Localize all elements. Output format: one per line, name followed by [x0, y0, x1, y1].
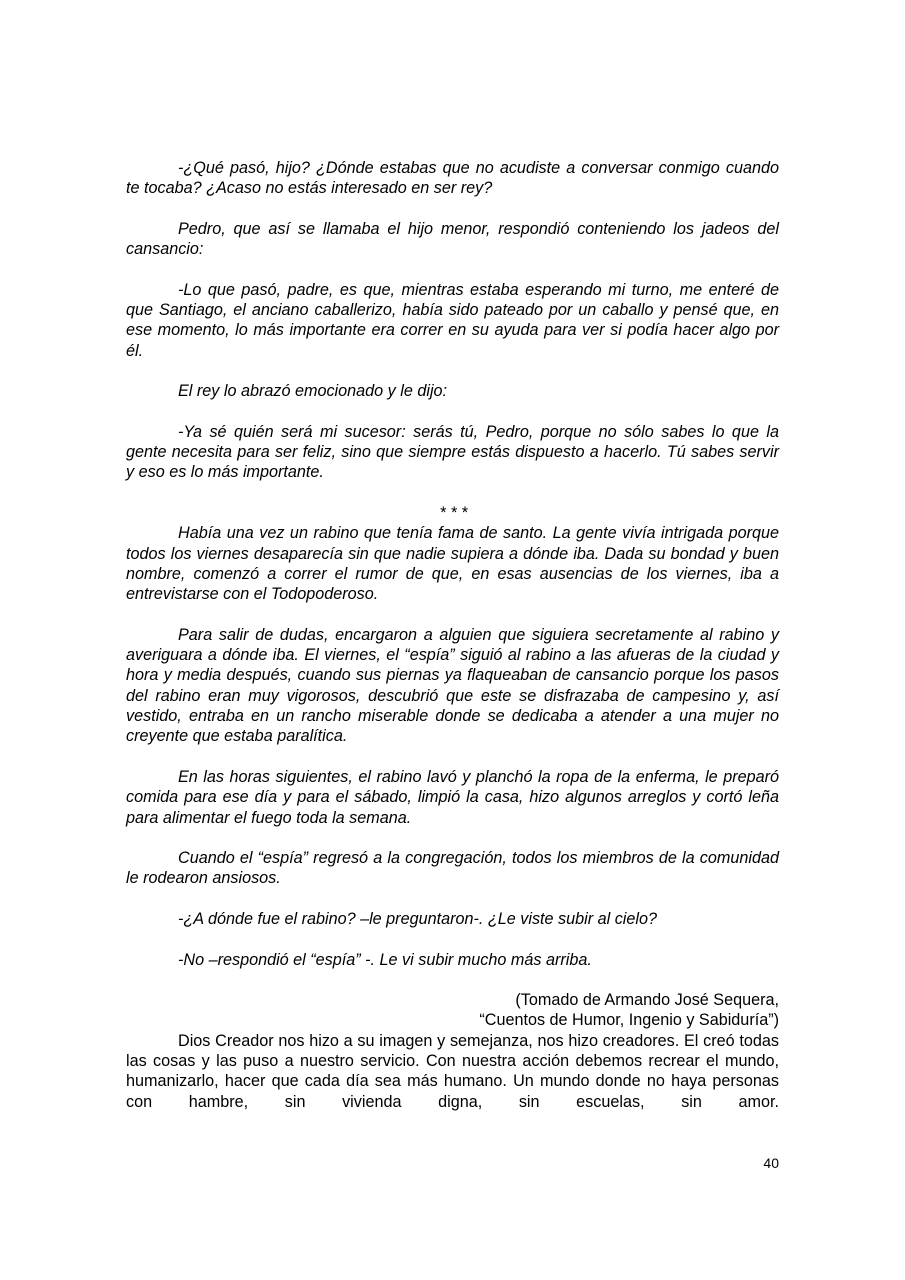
story-two-paragraph-4: Cuando el “espía” regresó a la congregación, todos los miembros de la comunidad le rodearon ansiosos.: [126, 849, 779, 888]
document-page: [126, 158, 779, 1112]
story-one-paragraph-2: Pedro, que así se llamaba el hijo menor, respondió conteniendo los jadeos del cansancio:: [126, 219, 779, 259]
story-one-paragraph-5: -Ya sé quién será mi sucesor: serás tú, Pedro, porque no sólo sabes lo que la gente necesita para ser feliz, sino que siempre estás dispuesto a hacerlo. Tú sabes servir y eso es lo más importante.: [126, 422, 779, 482]
page-number: 40: [763, 1155, 779, 1171]
citation-line-2: “Cuentos de Humor, Ingenio y Sabiduría”): [479, 1011, 779, 1030]
section-separator: * * *: [439, 504, 468, 523]
story-two-paragraph-2: Para salir de dudas, encargaron a alguien que siguiera secretamente al rabino y averiguara a dónde iba. El viernes, el “espía” siguió al rabino a las afueras de la ciudad y hora y media después, cuando sus piernas ya flaqueaban de cansancio porque los pasos del rabino eran muy vigorosos, descubrió que este se disfrazaba de campesino y, así vestido, entraba en un rancho miserable donde se dedicaba a atender a una mujer no creyente que estaba paralítica.: [126, 625, 779, 746]
story-two-paragraph-6: -No –respondió el “espía” -. Le vi subir mucho más arriba.: [178, 950, 592, 969]
citation-line-1: (Tomado de Armando José Sequera,: [515, 991, 779, 1010]
story-two-paragraph-5: -¿A dónde fue el rabino? –le preguntaron-. ¿Le viste subir al cielo?: [178, 909, 658, 928]
story-one-paragraph-1: -¿Qué pasó, hijo? ¿Dónde estabas que no acudiste a conversar conmigo cuando te tocaba? ¿Acaso no estás interesado en ser rey?: [126, 159, 779, 198]
story-two-paragraph-1: Había una vez un rabino que tenía fama de santo. La gente vivía intrigada porque todos los viernes desaparecía sin que nadie supiera a dónde iba. Dada su bondad y buen nombre, comenzó a correr el rumor de que, en esas ausencias de los viernes, iba a entrevistarse con el Todopoderoso.: [126, 524, 779, 604]
reflection-paragraph: Dios Creador nos hizo a su imagen y semejanza, nos hizo creadores. El creó todas las cosas y las puso a nuestro servicio. Con nuestra acción debemos recrear el mundo, humanizarlo, hacer que cada día sea más humano. Un mundo donde no haya personas con hambre, sin vivienda digna, sin escuelas, sin amor.: [126, 1031, 779, 1111]
story-one-paragraph-3: -Lo que pasó, padre, es que, mientras estaba esperando mi turno, me enteré de que Santiago, el anciano caballerizo, había sido pateado por un caballo y pensé que, en ese momento, lo más importante era correr en su ayuda para ver si podía hacer algo por él.: [126, 280, 779, 360]
story-one-paragraph-4: El rey lo abrazó emocionado y le dijo:: [178, 382, 448, 401]
story-two-paragraph-3: En las horas siguientes, el rabino lavó y planchó la ropa de la enferma, le preparó comida para ese día y para el sábado, limpió la casa, hizo algunos arreglos y cortó leña para alimentar el fuego toda la semana.: [126, 767, 779, 827]
